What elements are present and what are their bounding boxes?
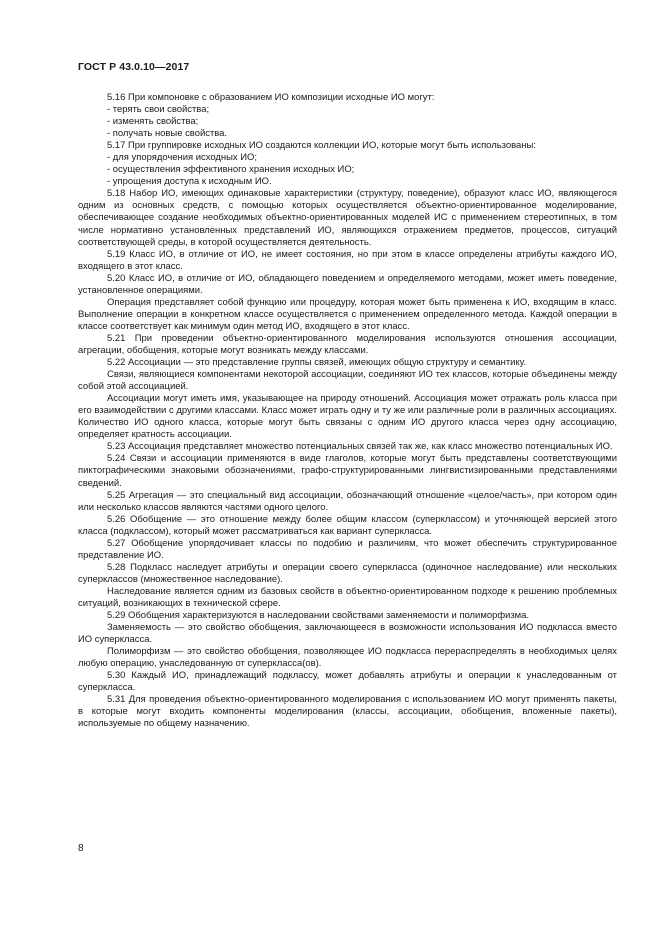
paragraph: - терять свои свойства; xyxy=(107,104,210,116)
paragraph: 5.21 При проведении объектно-ориентированного моделирования используются отношения ассоциации, агрегации, обобщения, которые могут возникать между классами. xyxy=(78,332,617,356)
paragraph: 5.16 При компоновке с образованием ИО композиции исходные ИО могут: xyxy=(107,92,435,103)
paragraph: 5.20 Класс ИО, в отличие от ИО, обладающего поведением и определяемого методами, может иметь поведение, установленное операциями. xyxy=(78,272,617,296)
document-body xyxy=(78,92,617,730)
paragraph: 5.26 Обобщение — это отношение между более общим классом (суперклассом) и уточняющей версией этого класса (подклассом), который может рассматриваться как вариант суперкласса. xyxy=(78,513,617,537)
paragraph: 5.22 Ассоциации — это представление группы связей, имеющих общую структуру и семантику. xyxy=(107,357,527,369)
paragraph: 5.30 Каждый ИО, принадлежащий подклассу, может добавлять атрибуты и операции к унаследованным от суперкласса. xyxy=(78,670,617,694)
paragraph: - упрощения доступа к исходным ИО. xyxy=(107,176,272,188)
paragraph: 5.19 Класс ИО, в отличие от ИО, не имеет состояния, но при этом в классе определены атрибуты каждого ИО, входящего в этот класс. xyxy=(78,248,617,272)
paragraph: - изменять свойства; xyxy=(107,116,199,128)
paragraph: - получать новые свойства. xyxy=(107,128,228,140)
paragraph: 5.17 При группировке исходных ИО создаются коллекции ИО, которые могут быть использованы: xyxy=(107,140,536,152)
paragraph: 5.31 Для проведения объектно-ориентированного моделирования с использованием ИО могут применять пакеты, в которые могут входить компоненты моделирования (классы, ассоциации, обобщения, вложенные пакеты), используемые по общему назначению. xyxy=(78,694,617,730)
paragraph: 5.18 Набор ИО, имеющих одинаковые характеристики (структуру, поведение), образуют класс ИО, являющегося одним из основных средств, с помощью которых осуществляется объектно-ориентированное моделирование, обеспечивающее создание необходимых объектно-ориентированных моделей ИС с применением стереотипных, в том числе нормативно установленных представлений ИО, являющихся отражением предметов, процессов, ситуаций соответствующей среды, в которой осуществляется деятельность. xyxy=(78,188,617,248)
paragraph: 5.23 Ассоциация представляет множество потенциальных связей так же, как класс множество потенциальных ИО. xyxy=(107,441,613,453)
paragraph: 5.28 Подкласс наследует атрибуты и операции своего суперкласса (одиночное наследование) или нескольких суперклассов (множественное наследование). xyxy=(78,561,617,585)
paragraph: Полиморфизм — это свойство обобщения, позволяющее ИО подкласса перераспределять в необходимых целях любую операцию, унаследованную от суперкласса(ов). xyxy=(78,646,617,670)
paragraph: - осуществления эффективного хранения исходных ИО; xyxy=(107,164,355,176)
paragraph: - для упорядочения исходных ИО; xyxy=(107,152,258,164)
paragraph: 5.25 Агрегация — это специальный вид ассоциации, обозначающий отношение «целое/часть», при котором один или несколько классов являются частями одного целого. xyxy=(78,489,617,513)
paragraph: Операция представляет собой функцию или процедуру, которая может быть применена к ИО, входящим в класс. Выполнение операции в конкретном классе осуществляется с применением определенного метода. Каждой операции в классе соответствует как минимум один метод ИО, входящего в этот класс. xyxy=(78,296,617,332)
paragraph: 5.27 Обобщение упорядочивает классы по подобию и различиям, что может обеспечить структурированное представление ИО. xyxy=(78,537,617,561)
paragraph: Ассоциации могут иметь имя, указывающее на природу отношений. Ассоциация может отражать роль класса при его взаимодействии с другими классами. Класс может играть одну и ту же или различные роли в различных ассоциациях. Количество ИО одного класса, которые могут быть связаны с одним ИО другого класса через одну ассоциацию, определяет кратность ассоциации. xyxy=(78,393,617,441)
page-number: 8 xyxy=(78,843,84,854)
paragraph: Связи, являющиеся компонентами некоторой ассоциации, соединяют ИО тех классов, которые объединены между собой этой ассоциацией. xyxy=(78,369,617,393)
document-header: ГОСТ Р 43.0.10—2017 xyxy=(78,61,190,73)
paragraph: Наследование является одним из базовых свойств в объектно-ориентированном подходе к решению проблемных ситуаций, возникающих в технической сфере. xyxy=(78,585,617,609)
paragraph: 5.24 Связи и ассоциации применяются в виде глаголов, которые могут быть представлены соответствующими пиктографическими знаковыми обозначениями, графо-структурированными лингвистизированными представлениями сведений. xyxy=(78,453,617,489)
paragraph: 5.29 Обобщения характеризуются в наследовании свойствами заменяемости и полиморфизма. xyxy=(107,610,530,622)
paragraph: Заменяемость — это свойство обобщения, заключающееся в возможности использования ИО подкласса вместо ИО суперкласса. xyxy=(78,622,617,646)
